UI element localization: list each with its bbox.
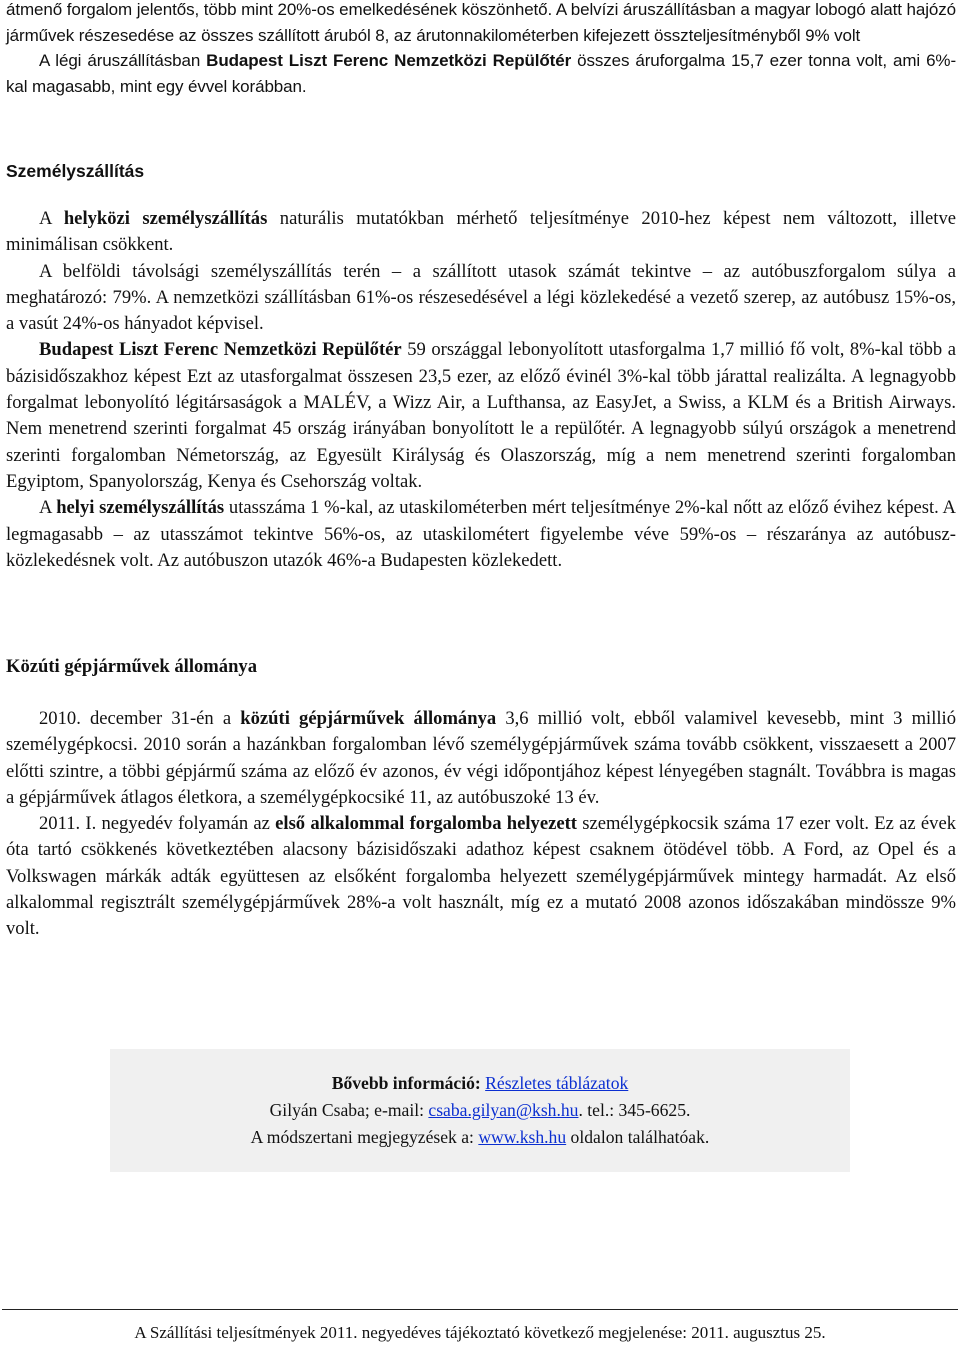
methodology-line: A módszertani megjegyzések a: www.ksh.hu oldalon találhatóak. — [250, 1127, 710, 1147]
footer-next-release: A Szállítási teljesítmények 2011. negyedéves tájékoztató következő megjelenése: 2011. augusztus 25. — [134, 1323, 826, 1342]
passenger-section — [6, 206, 956, 574]
inland-waterway-paragraph: átmenő forgalom jelentős, több mint 20%-os emelkedésének köszönhető. A belvízi áruszállításban a magyar lobogó alatt hajózó járművek részesedése az összes szállított áruból 8, az árutonnakilométerben kifejezett összteljesítményből 9% volt — [6, 0, 956, 45]
new-registrations-paragraph: 2011. I. negyedév folyamán az első alkalommal forgalomba helyezett személygépkocsik száma 17 ezer volt. Ez az évek óta tartó csökkenés következtében alacsony bázisidőszaki adathoz képest csaknem ötödével több. A Ford, az Opel és a Volkswagen márkák adták együttesen az elsőként forgalomba helyezett személygépjárművek mintegy harmadát. Az első alkalommal regisztrált személygépjárművek 28%-a volt használt, míg ez a mutató 2008 azonos időszakában mindössze 9% volt. — [6, 813, 956, 940]
footer-divider — [2, 1309, 958, 1310]
contact-line: Gilyán Csaba; e-mail: csaba.gilyan@ksh.hu. tel.: 345-6625. — [269, 1100, 691, 1120]
local-passenger-paragraph: A helyi személyszállítás utasszáma 1 %-kal, az utaskilométerben mért teljesítménye 2%-kal nőtt az előző évihez képest. A legmagasabb – az utasszámot tekintve 56%-os, az utaskilométert figyelembe véve 59%-os – részaránya az autóbusz-közlekedésnek volt. Az autóbuszon utazók 46%-a Budapesten közlekedett. — [6, 497, 956, 571]
freight-intro — [6, 0, 956, 99]
more-info-label: Bővebb információ: — [331, 1073, 486, 1093]
section-heading-vehicles: Közúti gépjárművek állománya — [6, 656, 258, 677]
detailed-tables-link[interactable]: Részletes táblázatok — [485, 1073, 629, 1093]
ksh-website-link[interactable]: www.ksh.hu — [478, 1127, 567, 1147]
domestic-longdistance-paragraph: A belföldi távolsági személyszállítás terén – a szállított utasok számát tekintve – az autóbuszforgalom súlya a meghatározó: 79%. A nemzetközi szállításban 61%-os részesedésével a légi közlekedésé a vezető szerep, az autóbusz 15%-os, a vasút 24%-os hányadot képvisel. — [6, 260, 956, 335]
contact-email-link[interactable]: csaba.gilyan@ksh.hu — [428, 1100, 579, 1120]
airport-passenger-paragraph: Budapest Liszt Ferenc Nemzetközi Repülőtér 59 országgal lebonyolított utasforgalma 1,7 millió fő volt, 8%-kal több a bázisidőszakhoz képest Ezt az utasforgalmat összesen 23,5 ezer, az előző évinél 3%-kal több járattal realizálta. A legnagyobb forgalmat lebonyolító légitársaságok a MALÉV, a Wizz Air, a Lufthansa, az EasyJet, a Swiss, a KLM és a British Airways. Nem menetrend szerinti forgalmat 45 ország irányában bonyolított le a repülőtér. A legnagyobb súlyú országok a menetrend szerinti forgalomban Németország, az Egyesült Királyság és Olaszország, míg a nem menetrend szerinti forgalomban Egyiptom, Spanyolország, Kenya és Csehország voltak. — [6, 339, 956, 492]
vehicles-section — [6, 706, 956, 943]
air-freight-paragraph: A légi áruszállításban Budapest Liszt Ferenc Nemzetközi Repülőtér összes áruforgalma 15,7 ezer tonna volt, ami 6%-kal magasabb, mint egy évvel korábban. — [6, 51, 957, 96]
airport-name: Budapest Liszt Ferenc Nemzetközi Repülőtér — [206, 51, 572, 70]
more-info-box — [110, 1049, 850, 1172]
more-info-line — [110, 1070, 850, 1097]
section-heading-passenger: Személyszállítás — [6, 161, 145, 181]
intercity-passenger-paragraph: A helyközi személyszállítás naturális mutatókban mérhető teljesítménye 2010-hez képest nem változott, illetve minimálisan csökkent. — [6, 208, 956, 256]
vehicle-stock-paragraph: 2010. december 31-én a közúti gépjárművek állománya 3,6 millió volt, ebből valamivel kevesebb, mint 3 millió személygépkocsi. 2010 során a hazánkban forgalomban lévő személygépjárművek száma tovább csökkent, visszaesett a 2007 előtti szintre, a többi gépjármű száma az előző év azonos, év végi időpontjához képest lényegében stagnált. Továbbra is magas a gépjárművek átlagos életkora, a személygépkocsiké 11, az autóbuszoké 13 év. — [6, 708, 957, 808]
